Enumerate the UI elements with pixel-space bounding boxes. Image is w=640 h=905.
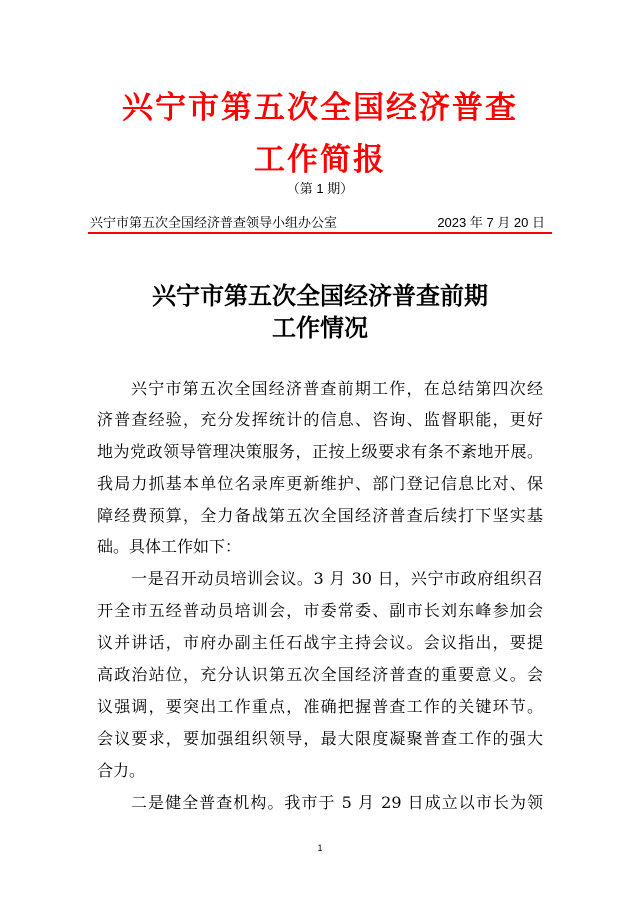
masthead-meta: [90, 212, 545, 228]
body-line: 础。具体工作如下：: [97, 537, 242, 556]
red-divider-rule: [88, 232, 552, 234]
body-line: 兴宁市第五次全国经济普查前期工作，在总结第四次经: [131, 379, 543, 398]
issue-number: （第 1 期）: [286, 181, 354, 196]
body-line: 高政治站位，充分认识第五次全国经济普查的重要意义。会: [97, 665, 543, 684]
body-line: 济普查经验，充分发挥统计的信息、咨询、监督职能，更好: [97, 410, 543, 429]
body-line: 地为党政领导管理决策服务，正按上级要求有条不紊地开展。: [97, 442, 543, 461]
masthead-subtitle: 工作简报: [254, 142, 386, 178]
body-line: 会议要求，要加强组织领导，最大限度凝聚普查工作的强大: [97, 729, 543, 748]
masthead-title: 兴宁市第五次全国经济普查: [122, 90, 518, 126]
article-title-line2: 工作情况: [272, 313, 368, 342]
issue-date: 2023 年 7 月 20 日: [437, 215, 545, 230]
body-line: 二是健全普查机构。我市于 5 月 29 日成立以市长为领: [131, 793, 543, 812]
body-line: 障经费预算，全力备战第五次全国经济普查后续打下坚实基: [97, 506, 543, 525]
issuer-name: 兴宁市第五次全国经济普查领导小组办公室: [90, 215, 338, 230]
article-title: 兴宁市第五次全国经济普查前期: [152, 281, 488, 310]
body-line: 议强调，要突出工作重点，准确把握普查工作的关键环节。: [97, 697, 543, 716]
body-line: 我局力抓基本单位名录库更新维护、部门登记信息比对、保: [97, 474, 543, 493]
body-line: 议并讲话，市府办副主任石战宇主持会议。会议指出，要提: [97, 633, 543, 652]
body-line: 开全市五经普动员培训会，市委常委、副市长刘东峰参加会: [97, 601, 543, 620]
page-number: 1: [317, 843, 323, 853]
body-line: 一是召开动员培训会议。3 月 30 日，兴宁市政府组织召: [131, 569, 543, 588]
body-line: 合力。: [97, 761, 146, 780]
